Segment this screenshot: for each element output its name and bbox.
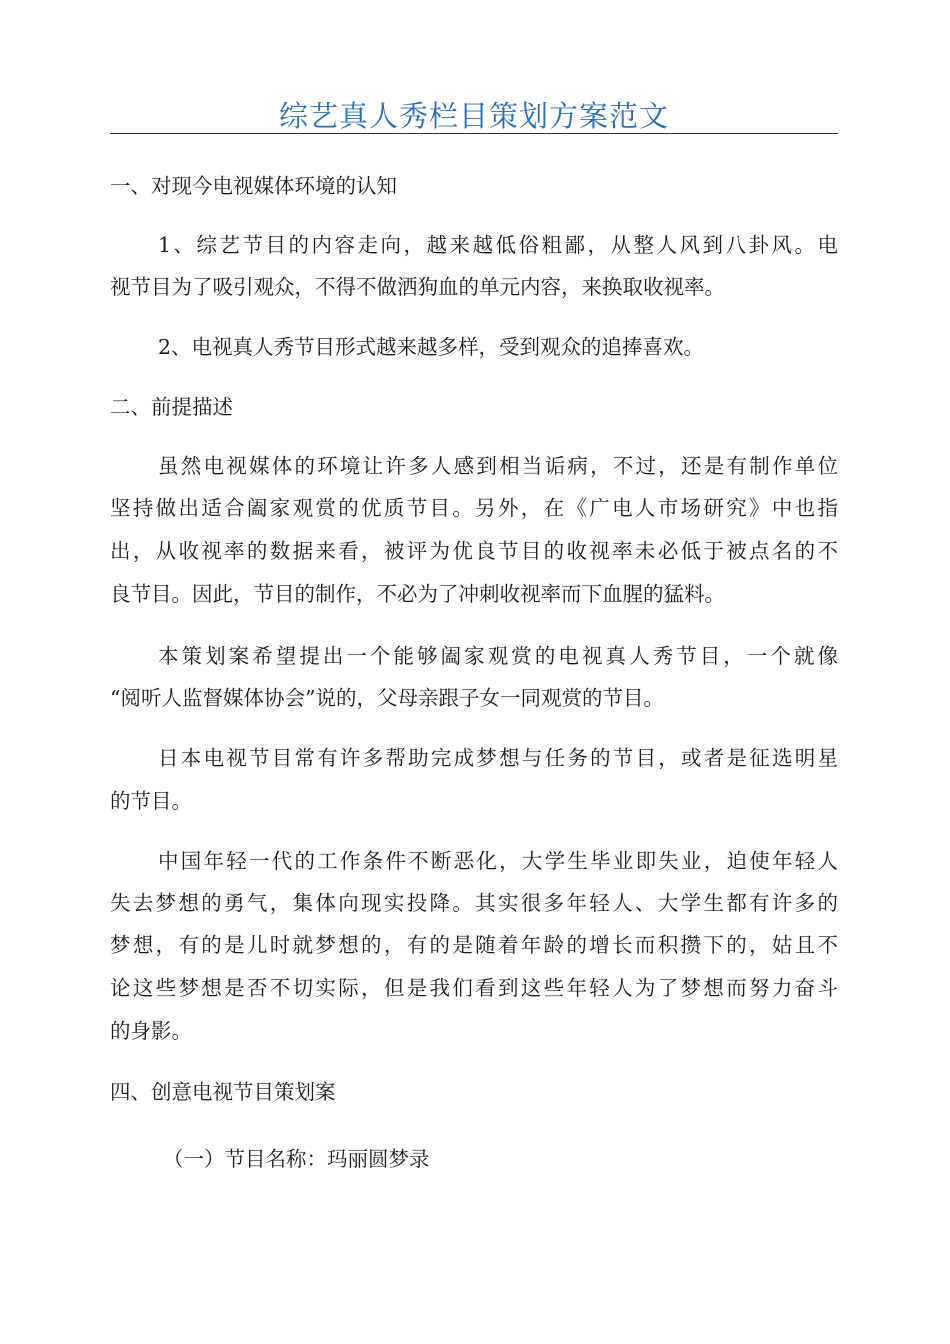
- paragraph-line: 1、综艺节目的内容走向，越来越低俗粗鄙，从整人风到八卦风。电: [158, 233, 838, 257]
- document-title: 综艺真人秀栏目策划方案范文: [278, 99, 669, 133]
- section-heading: 二、前提描述: [110, 395, 233, 419]
- paragraph-line: 视节目为了吸引观众，不得不做洒狗血的单元内容，来换取收视率。: [110, 275, 725, 299]
- sub-heading: （一）节目名称：玛丽圆梦录: [163, 1147, 430, 1171]
- paragraph-line: 坚持做出适合阖家观赏的优质节目。另外，在《广电人市场研究》中也指: [110, 496, 838, 520]
- paragraph-line: 良节目。因此，节目的制作，不必为了冲刺收视率而下血腥的猛料。: [110, 582, 725, 606]
- section-heading: 四、创意电视节目策划案: [110, 1080, 336, 1104]
- paragraph-line: 的节目。: [110, 789, 192, 813]
- paragraph-line: 梦想，有的是儿时就梦想的，有的是随着年龄的增长而积攒下的，姑且不: [110, 933, 838, 957]
- paragraph-line: 本策划案希望提出一个能够阖家观赏的电视真人秀节目，一个就像: [158, 644, 838, 668]
- paragraph-line: “阅听人监督媒体协会”说的，父母亲跟子女一同观赏的节目。: [110, 686, 664, 710]
- paragraph-line: 中国年轻一代的工作条件不断恶化，大学生毕业即失业，迫使年轻人: [158, 849, 838, 873]
- paragraph-line: 论这些梦想是否不切实际，但是我们看到这些年轻人为了梦想而努力奋斗: [110, 976, 838, 1000]
- paragraph-line: 虽然电视媒体的环境让许多人感到相当诟病，不过，还是有制作单位: [158, 454, 838, 478]
- paragraph-line: 的身影。: [110, 1019, 192, 1043]
- section-heading: 一、对现今电视媒体环境的认知: [110, 174, 397, 198]
- paragraph-line: 失去梦想的勇气，集体向现实投降。其实很多年轻人、大学生都有许多的: [110, 891, 838, 915]
- paragraph-line: 出，从收视率的数据来看，被评为优良节目的收视率未必低于被点名的不: [110, 539, 838, 563]
- title-underline: [110, 133, 838, 134]
- paragraph-line: 2、电视真人秀节目形式越来越多样，受到观众的追捧喜欢。: [158, 335, 705, 359]
- paragraph-line: 日本电视节目常有许多帮助完成梦想与任务的节目，或者是征选明星: [158, 746, 838, 770]
